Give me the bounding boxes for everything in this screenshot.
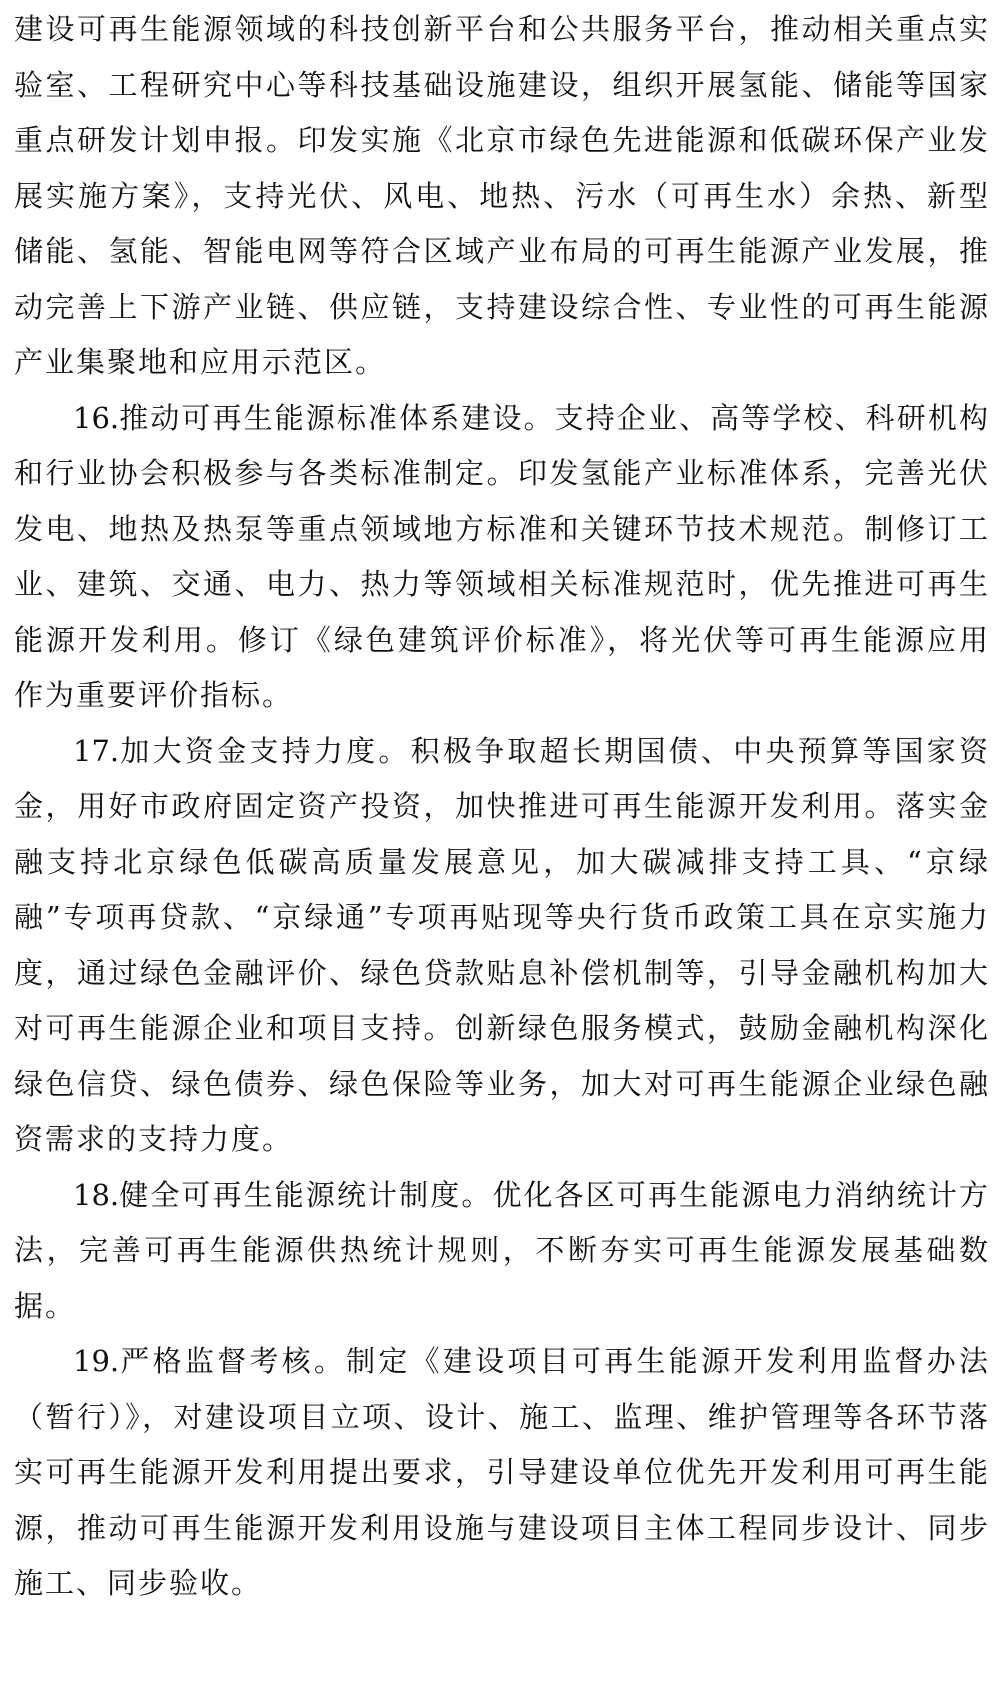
paragraph-item-17: [14, 724, 990, 1168]
paragraph-body: 积极争取超长期国债、中央预算等国家资金，用好市政府固定资产投资，加快推进可再生能源开发利用。落实金融支持北京绿色低碳高质量发展意见，加大碳减排支持工具、“京绿融”专项再贷款、“京绿通”专项再贴现等央行货币政策工具在京实施力度，通过绿色金融评价、绿色贷款贴息补偿机制等，引导金融机构加大对可再生能源企业和项目支持。创新绿色服务模式，鼓励金融机构深化绿色信贷、绿色债券、绿色保险等业务，加大对可再生能源企业绿色融资需求的支持力度。: [14, 733, 990, 1156]
paragraph-continuation: [14, 2, 990, 391]
paragraph-body: 制定《建设项目可再生能源开发利用监督办法（暂行）》，对建设项目立项、设计、施工、监理、维护管理等各环节落实可再生能源开发利用提出要求，引导建设单位优先开发利用可再生能源，推动可再生能源开发利用设施与建设项目主体工程同步设计、同步施工、同步验收。: [14, 1344, 990, 1600]
paragraph-item-16: [14, 391, 990, 724]
item-heading: 加大资金支持力度。: [119, 733, 411, 768]
paragraph-body: 支持企业、高等学校、科研机构和行业协会积极参与各类标准制定。印发氢能产业标准体系，完善光伏发电、地热及热泵等重点领域地方标准和关键环节技术规范。制修订工业、建筑、交通、电力、热力等领域相关标准规范时，优先推进可再生能源开发利用。修订《绿色建筑评价标准》，将光伏等可再生能源应用作为重要评价指标。: [14, 400, 990, 712]
paragraph-body: 优化各区可再生能源电力消纳统计方法，完善可再生能源供热统计规则，不断夯实可再生能源发展基础数据。: [14, 1177, 990, 1323]
paragraph-body: 建设可再生能源领域的科技创新平台和公共服务平台，推动相关重点实验室、工程研究中心等科技基础设施建设，组织开展氢能、储能等国家重点研发计划申报。印发实施《北京市绿色先进能源和低碳环保产业发展实施方案》，支持光伏、风电、地热、污水（可再生水）余热、新型储能、氢能、智能电网等符合区域产业布局的可再生能源产业发展，推动完善上下游产业链、供应链，支持建设综合性、专业性的可再生能源产业集聚地和应用示范区。: [14, 12, 990, 379]
item-heading: 严格监督考核。: [119, 1344, 347, 1378]
item-number: 17.: [73, 733, 120, 768]
item-heading: 健全可再生能源统计制度。: [119, 1177, 493, 1212]
paragraph-item-19: [14, 1334, 990, 1612]
item-number: 18.: [73, 1177, 120, 1212]
item-number: 16.: [73, 400, 120, 435]
document-page: [0, 2, 1008, 1692]
item-number: 19.: [73, 1344, 120, 1378]
paragraph-item-18: [14, 1168, 990, 1335]
item-heading: 推动可再生能源标准体系建设。: [119, 400, 555, 435]
